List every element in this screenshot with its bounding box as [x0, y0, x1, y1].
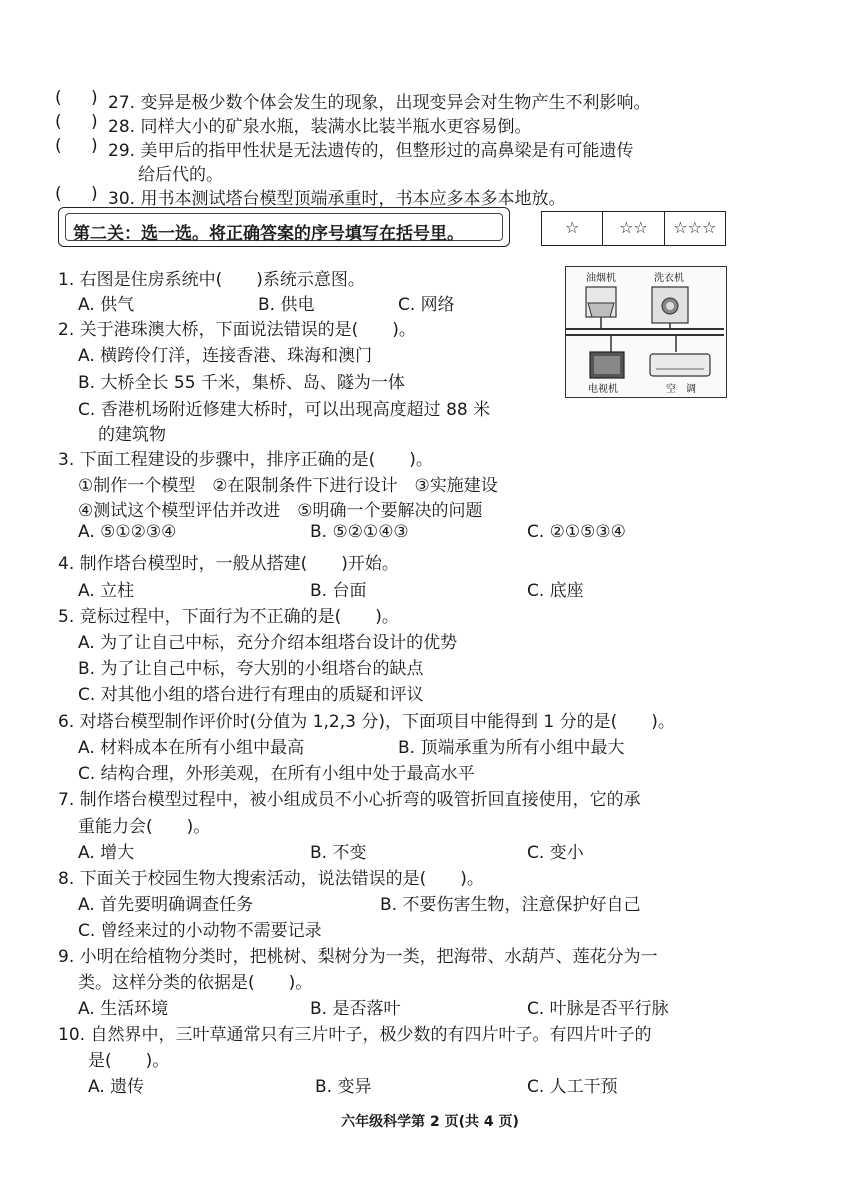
q2-option-c[interactable]: C. 香港机场附近修建大桥时，可以出现高度超过 88 米: [78, 400, 491, 420]
question-10-stem: 10. 自然界中，三叶草通常只有三片叶子，极少数的有四片叶子。有四片叶子的: [58, 1025, 652, 1045]
q2-option-a[interactable]: A. 横跨伶仃洋，连接香港、珠海和澳门: [78, 346, 373, 366]
q4-option-c[interactable]: C. 底座: [527, 581, 584, 601]
answer-paren-close: ): [91, 88, 98, 108]
q1-option-b[interactable]: B. 供电: [258, 295, 315, 315]
q7-option-c[interactable]: C. 变小: [527, 843, 584, 863]
answer-paren-close: ): [91, 112, 98, 132]
diagram-label-tv: 电视机: [588, 384, 618, 395]
question-3-stem: 3. 下面工程建设的步骤中，排序正确的是( )。: [58, 450, 433, 470]
q3-option-a[interactable]: A. ⑤①②③④: [78, 522, 177, 542]
q1-option-a[interactable]: A. 供气: [78, 295, 135, 315]
star-box-2[interactable]: ☆☆: [603, 212, 664, 245]
q9-option-b[interactable]: B. 是否落叶: [310, 999, 401, 1019]
page-footer: 六年级科学第 2 页(共 4 页): [341, 1114, 519, 1130]
q4-option-b[interactable]: B. 台面: [310, 581, 367, 601]
answer-paren-open[interactable]: (: [55, 184, 62, 204]
question-8-stem: 8. 下面关于校园生物大搜索活动，说法错误的是( )。: [58, 869, 484, 889]
question-6-stem: 6. 对塔台模型制作评价时(分值为 1,2,3 分)，下面项目中能得到 1 分的是( )。: [58, 712, 675, 732]
q2-option-b[interactable]: B. 大桥全长 55 千米，集桥、岛、隧为一体: [78, 373, 405, 393]
q9-option-c[interactable]: C. 叶脉是否平行脉: [527, 999, 669, 1019]
q8-option-a[interactable]: A. 首先要明确调查任务: [78, 895, 254, 915]
q9-option-a[interactable]: A. 生活环境: [78, 999, 169, 1019]
star-box-1[interactable]: ☆: [542, 212, 603, 245]
diagram-label-ac: 空 调: [666, 384, 696, 395]
question-1-stem: 1. 右图是住房系统中( )系统示意图。: [58, 270, 365, 290]
question-9-stem: 9. 小明在给植物分类时，把桃树、梨树分为一类，把海带、水葫芦、莲花分为一: [58, 947, 658, 967]
q10-option-b[interactable]: B. 变异: [315, 1077, 372, 1097]
answer-paren-close: ): [91, 184, 98, 204]
question-7-stem: 7. 制作塔台模型过程中，被小组成员不小心折弯的吸管折回直接使用，它的承: [58, 790, 641, 810]
home-system-diagram: [565, 266, 727, 398]
q6-option-a[interactable]: A. 材料成本在所有小组中最高: [78, 738, 305, 758]
question-5-stem: 5. 竞标过程中，下面行为不正确的是( )。: [58, 607, 399, 627]
q2-option-c-continuation: 的建筑物: [98, 425, 166, 445]
q3-steps-line-1: ①制作一个模型 ②在限制条件下进行设计 ③实施建设: [78, 476, 498, 496]
q3-steps-line-2: ④测试这个模型评估并改进 ⑤明确一个要解决的问题: [78, 501, 483, 521]
tf-text-continuation: 给后代的。: [138, 165, 223, 185]
q3-option-c[interactable]: C. ②①⑤③④: [527, 522, 626, 542]
star-rating: [541, 211, 726, 246]
q10-option-a[interactable]: A. 遗传: [88, 1077, 145, 1097]
q1-option-c[interactable]: C. 网络: [398, 295, 455, 315]
star-box-3[interactable]: ☆☆☆: [673, 218, 717, 237]
q7-option-b[interactable]: B. 不变: [310, 843, 367, 863]
section-banner: [58, 207, 510, 247]
q6-option-c[interactable]: C. 结构合理，外形美观，在所有小组中处于最高水平: [78, 764, 475, 784]
q5-option-a[interactable]: A. 为了让自己中标，充分介绍本组塔台设计的优势: [78, 633, 458, 653]
q7-option-a[interactable]: A. 增大: [78, 843, 135, 863]
tf-text: 28. 同样大小的矿泉水瓶，装满水比装半瓶水更容易倒。: [108, 117, 532, 137]
question-9-stem-continuation: 类。这样分类的依据是( )。: [78, 973, 313, 993]
answer-paren-open[interactable]: (: [55, 88, 62, 108]
answer-paren-open[interactable]: (: [55, 112, 62, 132]
q8-option-b[interactable]: B. 不要伤害生物，注意保护好自己: [380, 895, 641, 915]
section-title: 第二关：选一选。将正确答案的序号填写在括号里。: [73, 224, 464, 244]
diagram-label-range-hood: 油烟机: [586, 273, 616, 284]
q5-option-b[interactable]: B. 为了让自己中标，夸大别的小组塔台的缺点: [78, 659, 424, 679]
q10-option-c[interactable]: C. 人工干预: [527, 1077, 618, 1097]
tf-text: 30. 用书本测试塔台模型顶端承重时，书本应多本多本地放。: [108, 189, 566, 209]
q5-option-c[interactable]: C. 对其他小组的塔台进行有理由的质疑和评议: [78, 685, 424, 705]
answer-paren-open[interactable]: (: [55, 136, 62, 156]
q6-option-b[interactable]: B. 顶端承重为所有小组中最大: [398, 738, 625, 758]
diagram-label-washer: 洗衣机: [654, 273, 684, 284]
q8-option-c[interactable]: C. 曾经来过的小动物不需要记录: [78, 921, 322, 941]
q3-option-b[interactable]: B. ⑤②①④③: [310, 522, 409, 542]
question-2-stem: 2. 关于港珠澳大桥，下面说法错误的是( )。: [58, 320, 416, 340]
question-4-stem: 4. 制作塔台模型时，一般从搭建( )开始。: [58, 554, 399, 574]
question-7-stem-continuation: 重能力会( )。: [78, 817, 211, 837]
question-10-stem-continuation: 是( )。: [88, 1051, 170, 1071]
diagram-svg: [566, 267, 725, 396]
tf-text: 27. 变异是极少数个体会发生的现象，出现变异会对生物产生不利影响。: [108, 93, 651, 113]
q4-option-a[interactable]: A. 立柱: [78, 581, 135, 601]
tf-text: 29. 美甲后的指甲性状是无法遗传的，但整形过的高鼻梁是有可能遗传: [108, 141, 634, 161]
answer-paren-close: ): [91, 136, 98, 156]
